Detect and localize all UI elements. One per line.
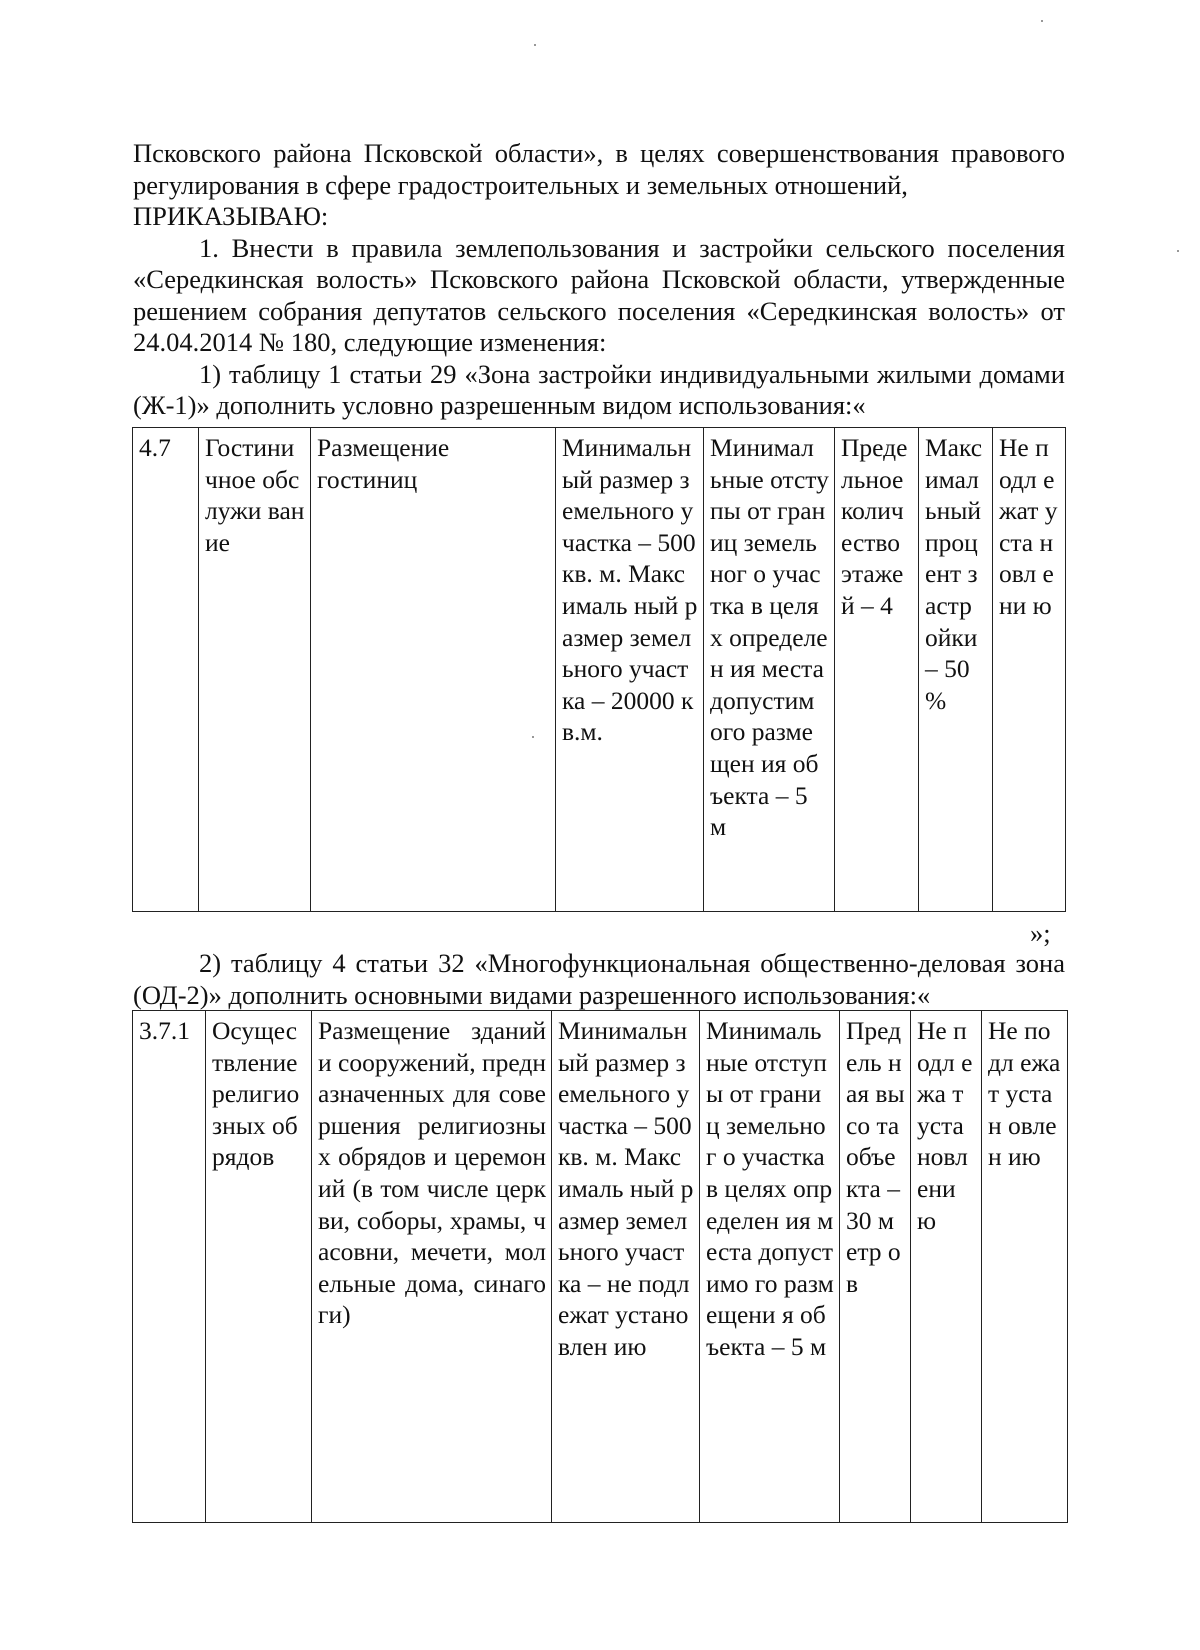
table2-height: Пред ель ная высо та объе кта – 30 метр ов [840,1011,911,1523]
table-1-closing-quote: »; [1030,918,1051,948]
scan-speck [1041,20,1043,22]
table1-floors: Преде льное колич ество этаже й – 4 [835,428,919,912]
table1-plot-size: Минимальн ый размер земельного участка – 500 кв. м. Максималь ный размер земельного участка – 20000 кв.м. [556,428,704,912]
table1-code: 4.7 [133,428,199,912]
table2-plot-size: Минимальн ый размер земельного участка – 500 кв. м. Максималь ный размер земельного участка – не подлежат установлен ию [552,1011,700,1523]
scan-speck [534,44,536,46]
table1-coverage: Макс имал ьный проц ент застр ойки – 50 % [919,428,993,912]
intro-line-2: регулирования в сфере градостроительных и земельных отношений, [133,169,908,200]
table2-coverage: Не подл ежа т уста новл ени ю [911,1011,982,1523]
table-row [133,1011,1068,1523]
table1-description: Размещение гостиниц [311,428,556,912]
table1-setbacks: Минимал ьные отступы от границ земельног о участка в целях определен ия места допустим ого размещен ия объекта – 5 м [704,428,835,912]
intro-block [133,138,1065,422]
subpoint-2-text: 2) таблицу 4 статьи 32 «Многофункциональная общественно-деловая зона (ОД-2)» дополнить основными видами разрешенного использования:« [133,948,1065,1010]
table-1 [132,427,1066,912]
table2-code: 3.7.1 [133,1011,206,1523]
table2-name: Осущес твление религио зных обрядов [206,1011,312,1523]
intro-line-1: Псковского района Псковской области», в целях совершенствования правового [133,138,1065,168]
table2-other: Не подл ежат устан овлен ию [982,1011,1068,1523]
subpoint-2-block [133,948,1065,1011]
table2-setbacks: Минималь ные отступы от границ земельног о участка в целях определен ия места допустимо го размещени я объекта – 5 м [700,1011,840,1523]
table1-other: Не подл ежат уста новл ени ю [993,428,1066,912]
subpoint-1-text: 1) таблицу 1 статьи 29 «Зона застройки индивидуальными жилыми домами (Ж-1)» дополнить условно разрешенным видом использования:« [133,358,1065,420]
table1-name: Гостини чное обслужи вание [199,428,311,912]
point-1-text: 1. Внести в правила землепользования и застройки сельского поселения «Середкинская волость» Псковского района Псковской области, утвержденные решением собрания депутатов сельского поселения «Середкинская волость» от 24.04.2014 № 180, следующие изменения: [133,232,1065,357]
table-row [133,428,1066,912]
table2-description: Размещение зданий и сооружений, предназначенных для совершения религиозных обрядов и церемоний (в том числе церкви, соборы, храмы, часовни, мечети, молельные дома, синагоги) [312,1011,552,1523]
scan-speck [532,736,534,738]
scan-speck [1177,250,1179,252]
intro-line-3: ПРИКАЗЫВАЮ: [133,201,329,231]
table-2 [132,1010,1068,1523]
